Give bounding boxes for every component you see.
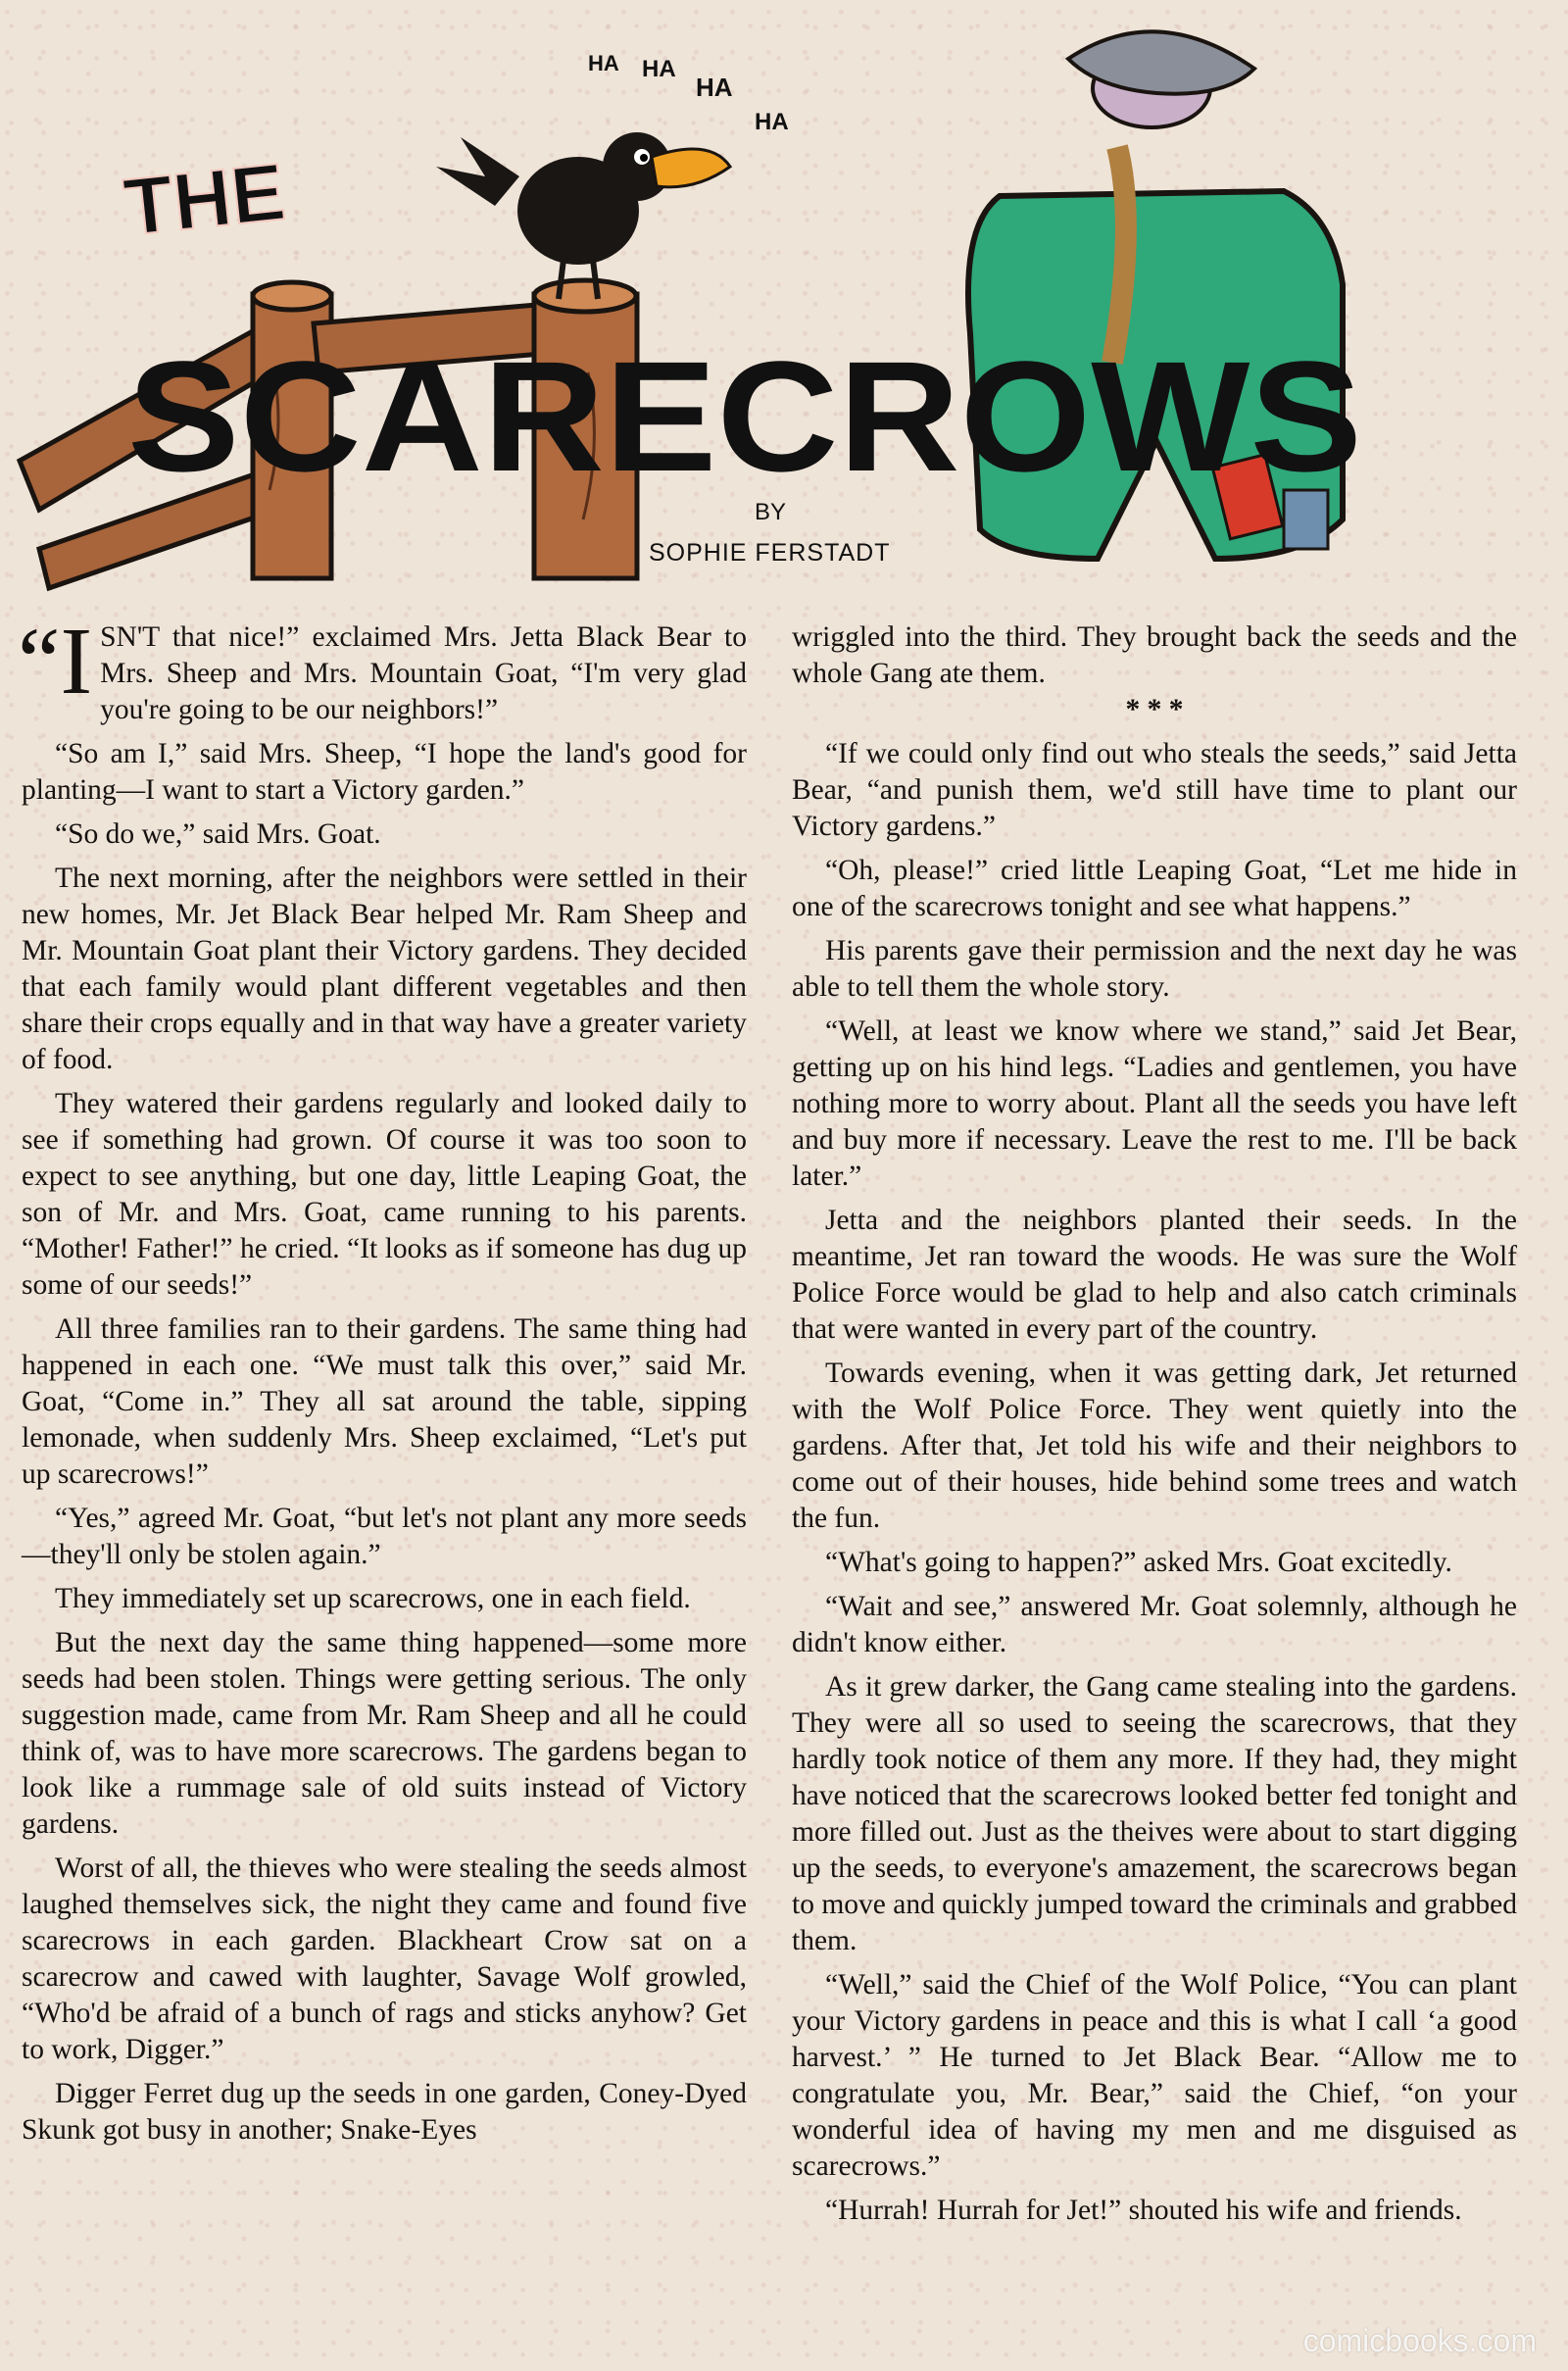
story-paragraph: “Well,” said the Chief of the Wolf Police, “You can plant your Victory gardens in peace and this is what I call ‘a good harvest.’ ” He turned to Jet Black Bear. “Allow me to congratulate you, Mr. Bear,” said the Chief, “on your wonderful idea of having my men and me disguised as scarecrows.”	[792, 1969, 1517, 2182]
crow-laugh-3: HA	[696, 73, 733, 102]
title-scarecrows: SCARECROWS	[127, 328, 1362, 504]
title-the: THE	[120, 147, 289, 253]
story-paragraph: “What's going to happen?” asked Mrs. Goat excitedly.	[825, 1547, 1452, 1578]
story-paragraph: Digger Ferret dug up the seeds in one garden, Coney-Dyed Skunk got busy in another; Snake-Eyes	[22, 2078, 747, 2146]
watermark: comicbooks.com	[1302, 2323, 1537, 2358]
section-break: * * *	[1125, 694, 1184, 725]
story-paragraph: “If we could only find out who steals the seeds,” said Jetta Bear, “and punish them, we'd still have time to plant our Victory gardens.”	[792, 738, 1517, 842]
story-paragraph: “Oh, please!” cried little Leaping Goat, “Let me hide in one of the scarecrows tonight and see what happens.”	[792, 855, 1517, 922]
story-column-left	[18, 609, 747, 2149]
story-column-right	[792, 619, 1517, 2229]
story-paragraph: “Hurrah! Hurrah for Jet!” shouted his wife and friends.	[825, 2195, 1462, 2226]
story-paragraph: As it grew darker, the Gang came stealing into the gardens. They were all so used to seeing the scarecrows, that they hardly took notice of them any more. If they had, they might have noticed that the scarecrows looked better fed tonight and more filled out. Just as the theives were about to start digging up the seeds, to everyone's amazement, the scarecrows began to move and quickly jumped toward the criminals and grabbed them.	[792, 1671, 1517, 1956]
title-illustration	[0, 0, 1568, 598]
story-paragraph: “So am I,” said Mrs. Sheep, “I hope the land's good for planting—I want to start a Victory garden.”	[22, 738, 747, 806]
story-paragraph: Towards evening, when it was getting dark, Jet returned with the Wolf Police Force. They went quietly into the gardens. After that, Jet told his wife and their neighbors to come out of their houses, hide behind some trees and watch the fun.	[792, 1358, 1517, 1534]
story-paragraph: They immediately set up scarecrows, one in each field.	[55, 1583, 691, 1614]
byline-by: BY	[755, 499, 787, 525]
story-paragraph: They watered their gardens regularly and looked daily to see if something had grown. Of course it was too soon to expect to see anything, but one day, little Leaping Goat, the son of Mr. and Mrs. Goat, came running to his parents. “Mother! Father!” he cried. “It looks as if someone has dug up some of our seeds!”	[22, 1088, 747, 1301]
story-paragraph: But the next day the same thing happened—some more seeds had been stolen. Things were getting serious. The only suggestion made, came from Mr. Ram Sheep and all he could think of, was to have more scarecrows. The gardens began to look like a rummage sale of old suits instead of Victory gardens.	[22, 1627, 747, 1840]
story-paragraph: Worst of all, the thieves who were stealing the seeds almost laughed themselves sick, the night they came and found five scarecrows in each garden. Blackheart Crow sat on a scarecrow and cawed with laughter, Savage Wolf growled, “Who'd be afraid of a bunch of rags and sticks anyhow? Get to work, Digger.”	[22, 1852, 747, 2065]
story-paragraph: “Wait and see,” answered Mr. Goat solemnly, although he didn't know either.	[792, 1591, 1517, 1658]
story-paragraph: “Yes,” agreed Mr. Goat, “but let's not plant any more seeds—they'll only be stolen again.”	[22, 1503, 747, 1570]
crow-laugh-4: HA	[755, 109, 789, 135]
drop-cap: “I	[18, 609, 93, 715]
story-paragraph: wriggled into the third. They brought back the seeds and the whole Gang ate them.	[792, 621, 1517, 689]
byline-author: SOPHIE FERSTADT	[649, 539, 891, 567]
crow-laugh-1: HA	[588, 51, 619, 75]
crow-illustration	[436, 132, 730, 299]
paragraph-text: SN'T that nice!” exclaimed Mrs. Jetta Black Bear to Mrs. Sheep and Mrs. Mountain Goat, “I'm very glad you're going to be our neighbors!”	[100, 621, 747, 725]
story-paragraph: His parents gave their permission and the next day he was able to tell them the whole story.	[792, 935, 1517, 1003]
story-paragraph	[18, 609, 747, 728]
story-paragraph: “So do we,” said Mrs. Goat.	[55, 818, 381, 850]
story-paragraph: The next morning, after the neighbors were settled in their new homes, Mr. Jet Black Bear helped Mr. Ram Sheep and Mr. Mountain Goat plant their Victory gardens. They decided that each family would plant different vegetables and then share their crops equally and in that way have a greater variety of food.	[22, 863, 747, 1075]
story-paragraph: “Well, at least we know where we stand,” said Jet Bear, getting up on his hind legs. “Ladies and gentlemen, you have nothing more to worry about. Plant all the seeds you have left and buy more if necessary. Leave the rest to me. I'll be back later.”	[792, 1015, 1517, 1192]
crow-laugh-2: HA	[642, 56, 676, 82]
story-paragraph: All three families ran to their gardens. The same thing had happened in each one. “We must talk this over,” said Mr. Goat, “Come in.” They all sat around the table, sipping lemonade, when suddenly Mrs. Sheep exclaimed, “Let's put up scarecrows!”	[22, 1313, 747, 1490]
story-paragraph: Jetta and the neighbors planted their seeds. In the meantime, Jet ran toward the woods. He was sure the Wolf Police Force would be glad to help and also catch criminals that were wanted in every part of the country.	[792, 1205, 1517, 1345]
